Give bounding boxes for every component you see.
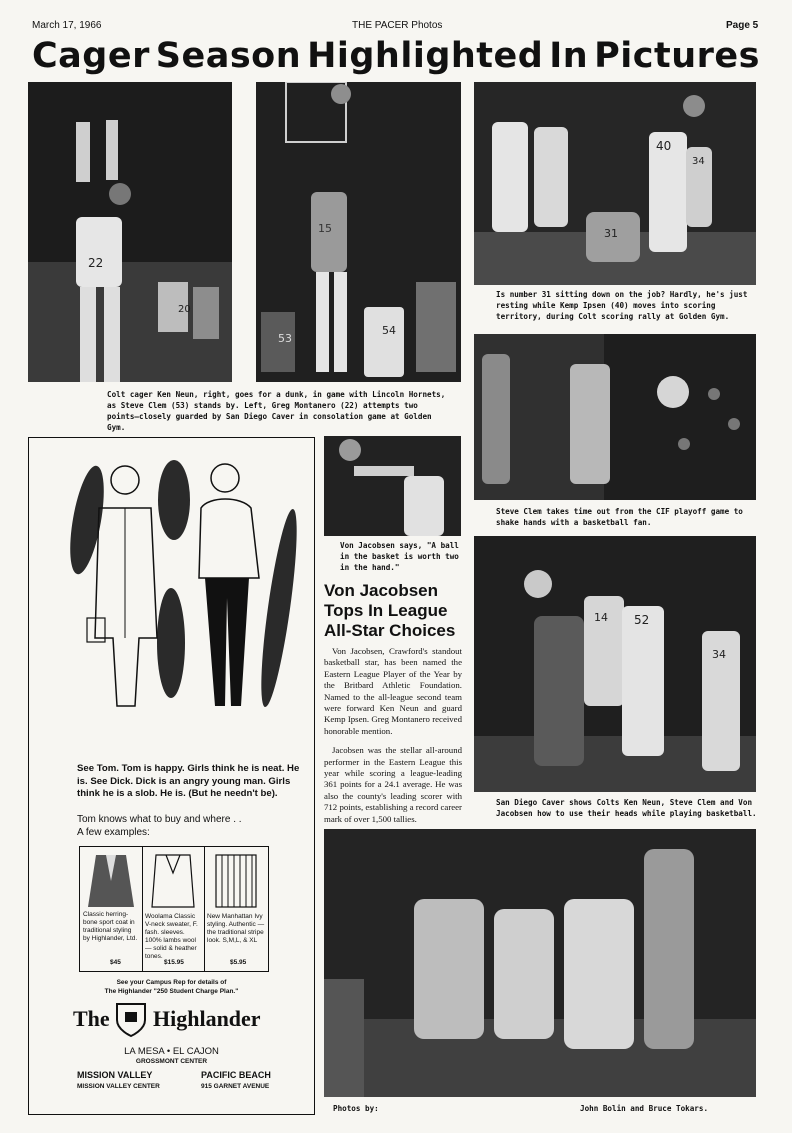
location-grossmont: GROSSMONT CENTER — [135, 1058, 208, 1065]
photo-credit-names: John Bolin and Bruce Tokars. — [580, 1104, 709, 1113]
product-desc: New Manhattan Ivy styling. Authentic — the traditional stripe look. S,M,L, & XL — [207, 913, 265, 944]
headline-word: Pictures — [594, 36, 760, 76]
location-pacific-beach: PACIFIC BEACH — [201, 1070, 271, 1080]
jersey-number: 14 — [594, 611, 608, 624]
issue-date: March 17, 1966 — [32, 20, 102, 31]
location-mission-valley: MISSION VALLEY — [77, 1070, 153, 1080]
photo-caver-heads — [474, 536, 756, 792]
caption-neun-dunk: Colt cager Ken Neun, right, goes for a dunk, in game with Lincoln Hornets, as Steve Clem (53) stands by. Left, Greg Montanero (22) attempts two points—closely guarded by San Diego Caver in consolation game at Golden Gym. — [107, 390, 446, 432]
product-desc: Woolama Classic V-neck sweater, F. fash. sleeves. 100% lambs wool — solid & heather tones. — [145, 913, 198, 960]
ad-copy: See Tom. Tom is happy. Girls think he is neat. He is. See Dick. Dick is an angry young man. Girls think he is a slob. He is. (But he needn't be). — [77, 763, 300, 799]
article-body — [324, 646, 462, 825]
jersey-number: 54 — [382, 324, 396, 337]
page-number: Page 5 — [726, 20, 759, 31]
charge-plan-line: See your Campus Rep for details of — [116, 979, 227, 986]
shirt-icon — [212, 851, 260, 911]
brand-the: The — [73, 1006, 110, 1031]
article-headline-line: Tops In League — [324, 601, 448, 620]
jersey-number: 40 — [656, 139, 672, 153]
location-top: LA MESA • EL CAJON — [124, 1046, 219, 1057]
caption-number-31: Is number 31 sitting down on the job? Hardly, he's just resting while Kemp Ipsen (40) moves into scoring territory, during Colt scoring rally at Golden Gym. — [496, 290, 748, 321]
publication-name: THE PACER Photos — [352, 20, 443, 31]
photo-bottom-action — [324, 829, 756, 1097]
photo-credit-label: Photos by: — [333, 1104, 379, 1113]
location-pacific-beach-sub: 915 GARNET AVENUE — [201, 1083, 270, 1090]
jersey-number: 34 — [692, 156, 705, 167]
headline-word: In — [549, 36, 589, 76]
coat-icon — [86, 851, 136, 909]
article-headline — [324, 581, 464, 641]
jersey-number: 15 — [318, 222, 332, 235]
headline-word: Highlighted — [307, 36, 544, 76]
product-shirt — [204, 847, 268, 971]
article-headline-line: Von Jacobsen — [324, 581, 438, 600]
headline-word: Cager — [32, 36, 150, 76]
caption-clem-fan: Steve Clem takes time out from the CIF playoff game to shake hands with a basketball fan. — [496, 507, 743, 527]
jersey-number: 22 — [88, 256, 104, 270]
charge-plan-line: The Highlander "250 Student Charge Plan." — [104, 988, 239, 995]
highlander-ad — [28, 437, 315, 1115]
article-headline-line: All-Star Choices — [324, 621, 456, 640]
article-paragraph: Jacobsen was the stellar all-around performer in the Eastern League this year while scoring a league-leading 361 points for a 24.1 average. He was also the county's leading scorer with 712 points, establishing a record career mark of over 1,500 tallies. — [324, 745, 462, 824]
photo-neun-dunk — [256, 82, 461, 382]
sweater-icon — [148, 851, 198, 911]
caption-von-jacobsen: Von Jacobsen says, "A ball in the basket is worth two in the hand." — [340, 541, 459, 572]
page-headline — [32, 36, 760, 76]
crest-icon — [113, 1000, 149, 1038]
jersey-number: 34 — [712, 648, 726, 661]
product-grid — [79, 846, 269, 972]
photo-number-31 — [474, 82, 756, 285]
jersey-number: 53 — [278, 332, 292, 345]
photo-von-jacobsen — [324, 436, 461, 536]
product-price: $45 — [110, 959, 121, 966]
article-paragraph: Von Jacobsen, Crawford's standout basketball star, has been named the Eastern League Player of the Year by the Britbard Athletic Foundation. Named to the all-league second team were forward Ken Neun and guard Kemp Ipsen. Greg Montanero received honorable mention. — [324, 646, 462, 736]
brand-highlander: Highlander — [153, 1006, 261, 1031]
ad-tagline: Tom knows what to buy and where . . — [77, 814, 242, 825]
product-desc: Classic herring-bone sport coat in traditional styling by Highlander, Ltd. — [83, 911, 138, 942]
product-sweater — [142, 847, 205, 971]
caption-caver: San Diego Caver shows Colts Ken Neun, Steve Clem and Von Jacobsen how to use their heads while playing basketball. — [496, 798, 757, 818]
photo-clem-fan — [474, 334, 756, 500]
jersey-number: 20 — [178, 304, 191, 315]
headline-word: Season — [155, 36, 302, 76]
jersey-number: 31 — [604, 227, 618, 240]
location-mission-valley-sub: MISSION VALLEY CENTER — [77, 1083, 160, 1090]
product-price: $15.95 — [164, 959, 184, 966]
jersey-number: 52 — [634, 613, 650, 627]
ad-tagline: A few examples: — [77, 827, 150, 838]
product-coat — [80, 847, 143, 971]
ad-illustration — [29, 438, 314, 778]
photo-montanero-shot — [28, 82, 232, 382]
product-price: $5.95 — [230, 959, 247, 966]
